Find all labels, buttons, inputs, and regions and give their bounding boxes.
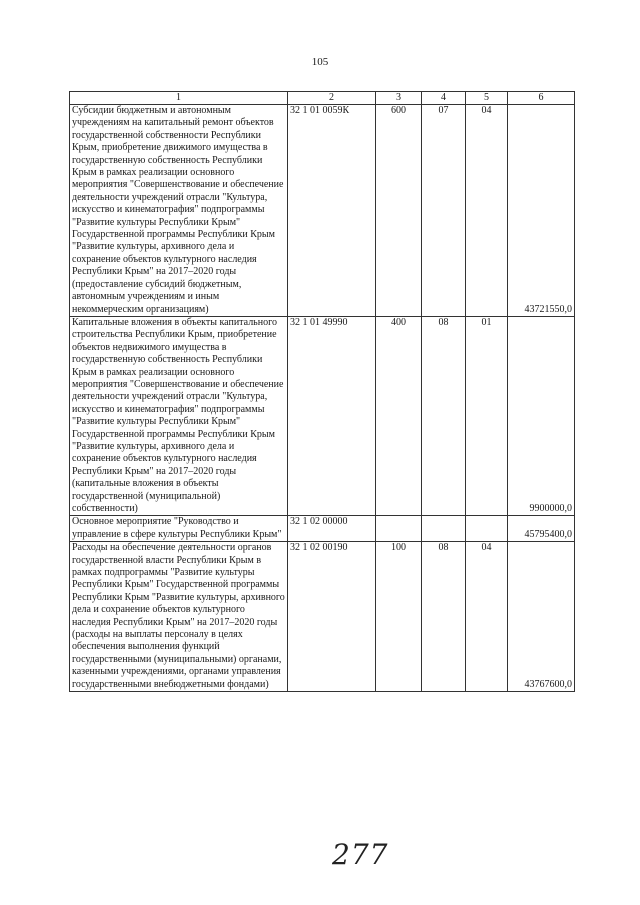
row-description: Капитальные вложения в объекты капитального строительства Республики Крым, приобретение объектов недвижимого имущества в государственную собственность Республики Крым в рамках реализации основного мероприятия "Совершенствование и обеспечение деятельности учреждений отрасли "Культура, искусство и кинематография" подпрограммы "Развитие культуры Республики Крым" Государственной программы Республики Крым "Развитие культуры, архивного дела и сохранение объектов культурного наследия Республики Крым" на 2017–2020 годы (капитальные вложения в объекты государственной (муниципальной) собственности) — [70, 316, 288, 516]
row-col3: 400 — [376, 316, 422, 516]
header-col-3: 3 — [376, 92, 422, 105]
row-amount: 43767600,0 — [508, 542, 575, 692]
row-amount: 43721550,0 — [508, 105, 575, 317]
header-col-5: 5 — [466, 92, 508, 105]
table-row — [70, 542, 575, 692]
row-code: 32 1 01 0059К — [288, 105, 376, 317]
row-col4: 07 — [422, 105, 466, 317]
table-row — [70, 316, 575, 516]
row-col5 — [466, 516, 508, 542]
row-col4: 08 — [422, 542, 466, 692]
row-amount: 45795400,0 — [508, 516, 575, 542]
table-row — [70, 105, 575, 317]
row-code: 32 1 02 00000 — [288, 516, 376, 542]
row-col5: 01 — [466, 316, 508, 516]
row-col4: 08 — [422, 316, 466, 516]
header-row — [70, 92, 575, 105]
handwritten-page-number: 277 — [332, 838, 389, 871]
header-col-6: 6 — [508, 92, 575, 105]
row-code: 32 1 01 49990 — [288, 316, 376, 516]
row-col3: 600 — [376, 105, 422, 317]
row-description: Основное мероприятие "Руководство и управление в сфере культуры Республики Крым" — [70, 516, 288, 542]
row-col3: 100 — [376, 542, 422, 692]
row-description: Расходы на обеспечение деятельности органов государственной власти Республики Крым в рамках подпрограммы "Развитие культуры Республики Крым" Государственной программы Республики Крым "Развитие культуры, архивного дела и сохранение объектов культурного наследия Республики Крым" на 2017–2020 годы (расходы на выплаты персоналу в целях обеспечения выполнения функций государственными (муниципальными) органами, казенными учреждениями, органами управления государственными внебюджетными фондами) — [70, 542, 288, 692]
row-description: Субсидии бюджетным и автономным учреждениям на капитальный ремонт объектов государственной собственности Республики Крым, приобретение движимого имущества в государственную собственность Республики Крым в рамках реализации основного мероприятия "Совершенствование и обеспечение деятельности учреждений отрасли "Культура, искусство и кинематография" подпрограммы "Развитие культуры Республики Крым" Государственной программы Республики Крым "Развитие культуры, архивного дела и сохранение объектов культурного наследия Республики Крым" на 2017–2020 годы (предоставление субсидий бюджетным, автономным учреждениям и иным некоммерческим организациям) — [70, 105, 288, 317]
row-col5: 04 — [466, 542, 508, 692]
header-col-2: 2 — [288, 92, 376, 105]
table-row — [70, 516, 575, 542]
budget-table — [69, 91, 575, 692]
row-col3 — [376, 516, 422, 542]
page-number: 105 — [311, 56, 329, 68]
header-col-4: 4 — [422, 92, 466, 105]
header-col-1: 1 — [70, 92, 288, 105]
row-amount: 9900000,0 — [508, 316, 575, 516]
row-col5: 04 — [466, 105, 508, 317]
row-col4 — [422, 516, 466, 542]
row-code: 32 1 02 00190 — [288, 542, 376, 692]
